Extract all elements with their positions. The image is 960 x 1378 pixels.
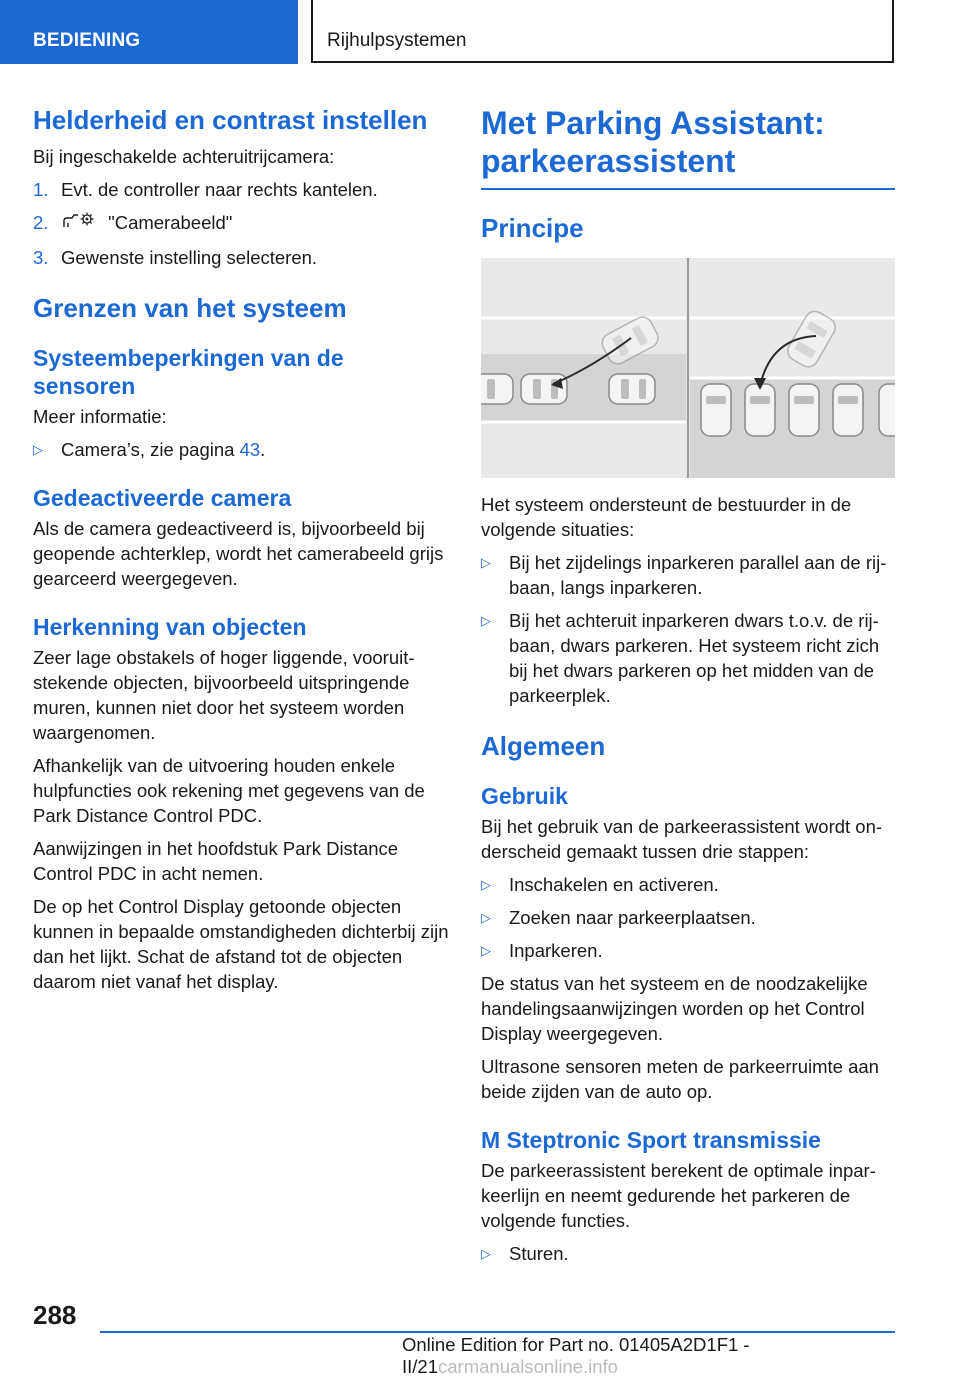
- footer-rule: [100, 1331, 895, 1333]
- watermark: carmanualsonline.info: [438, 1356, 618, 1377]
- paragraph-brightness: Bij ingeschakelde achteruitrijcamera:: [33, 146, 335, 167]
- section-label: BEDIENING: [33, 30, 141, 51]
- paragraph-objects-2: Afhankelijk van de uitvoering houden enkele hulpfuncties ook rekening met gegevens van de Park Distance Control PDC.: [33, 755, 425, 827]
- page-number: 288: [33, 1300, 77, 1330]
- principle-list: [481, 550, 895, 708]
- bullet-triangle-icon: ▷: [481, 1246, 491, 1261]
- page-link[interactable]: 43: [239, 439, 261, 461]
- chapter-tab: [311, 0, 894, 63]
- section-tab: [0, 0, 298, 64]
- list-item: 1. Evt. de controller naar rechts kantelen.: [33, 179, 378, 200]
- paragraph-use: Bij het gebruik van de parkeerassistent wordt on-derscheid gemaakt tussen drie stappen:: [481, 816, 883, 862]
- camera-settings-icon: [61, 211, 95, 237]
- bullet-triangle-icon: ▷: [481, 910, 491, 925]
- list-item: 2. "Camerabeeld": [33, 210, 451, 237]
- paragraph-objects-3: Aanwijzingen in het hoofdstuk Park Distance Control PDC in acht nemen.: [33, 838, 399, 885]
- paragraph-status: De status van het systeem en de noodzakelijke handelingsaanwijzingen worden op het Control Display weergegeven.: [481, 973, 868, 1044]
- bullet-triangle-icon: ▷: [481, 613, 491, 628]
- more-info-list: [33, 437, 451, 462]
- list-item: ▷ Bij het zijdelings inparkeren parallel aan de rij-baan, langs inparkeren.: [481, 552, 887, 598]
- left-column: [33, 100, 451, 994]
- bullet-triangle-icon: ▷: [33, 442, 43, 458]
- heading-deactivated-camera: Gedeactiveerde camera: [33, 485, 292, 512]
- chapter-label: Rijhulpsystemen: [327, 30, 467, 51]
- heading-rule: [481, 188, 895, 190]
- list-item: ▷ Sturen.: [481, 1243, 569, 1264]
- list-item: ▷ Camera’s, zie pagina 43.: [33, 439, 266, 461]
- footer-edition: Online Edition for Part no. 01405A2D1F1 - II/21carmanualsonline.info: [402, 1334, 750, 1377]
- list-item: ▷ Zoeken naar parkeerplaatsen.: [481, 907, 756, 928]
- heading-steptronic: M Steptronic Sport transmissie: [481, 1127, 821, 1153]
- bullet-triangle-icon: ▷: [481, 877, 491, 892]
- list-item: ▷ Bij het achteruit inparkeren dwars t.o.v. de rij-baan, dwars parkeren. Het systeem richt zich bij het dwars parkeren op het midden van de parkeerplek.: [481, 610, 880, 706]
- paragraph-steptronic: De parkeerassistent berekent de optimale inpar-keerlijn en neemt gedurende het parkeren de volgende functies.: [481, 1160, 876, 1231]
- use-list: [481, 872, 895, 963]
- paragraph-more-info: Meer informatie:: [33, 406, 167, 428]
- list-item: 3. Gewenste instelling selecteren.: [33, 247, 318, 269]
- parking-illustration: [481, 258, 895, 478]
- paragraph-objects-1: Zeer lage obstakels of hoger liggende, vooruit-stekende objecten, bijvoorbeeld uitspringende muren, kunnen niet door het systeem worden waargenomen.: [33, 647, 415, 744]
- bullet-triangle-icon: ▷: [481, 555, 491, 570]
- heading-brightness: Helderheid en contrast instellen: [33, 105, 428, 135]
- heading-parking-assistant: Met Parking Assistant: parkeerassistent: [481, 105, 825, 179]
- heading-principle: Principe: [481, 213, 584, 243]
- heading-limits: Grenzen van het systeem: [33, 293, 347, 324]
- list-item: ▷ Inschakelen en activeren.: [481, 874, 719, 895]
- list-item: ▷ Inparkeren.: [481, 940, 603, 961]
- heading-general: Algemeen: [481, 731, 606, 761]
- right-column: [481, 100, 895, 1266]
- paragraph-principle: Het systeem ondersteunt de bestuurder in de volgende situaties:: [481, 494, 852, 540]
- steps-list: [33, 177, 451, 270]
- heading-use: Gebruik: [481, 783, 568, 809]
- paragraph-objects-4: De op het Control Display getoonde objecten kunnen in bepaalde omstandigheden dichterbij zijn dan het lijkt. Schat de afstand tot de objecten daarom niet vanaf het display.: [33, 896, 449, 993]
- steptronic-list: [481, 1241, 895, 1266]
- heading-object-recognition: Herkenning van objecten: [33, 614, 307, 641]
- paragraph-deactivated-camera: Als de camera gedeactiveerd is, bijvoorbeeld bij geopende achterklep, wordt het camerabeeld grijs gearceerd weergegeven.: [33, 518, 444, 590]
- paragraph-ultrasonic: Ultrasone sensoren meten de parkeerruimte aan beide zijden van de auto op.: [481, 1056, 879, 1102]
- heading-sensor-limits: Systeembeperkingen van de sensoren: [33, 345, 344, 400]
- bullet-triangle-icon: ▷: [481, 943, 491, 958]
